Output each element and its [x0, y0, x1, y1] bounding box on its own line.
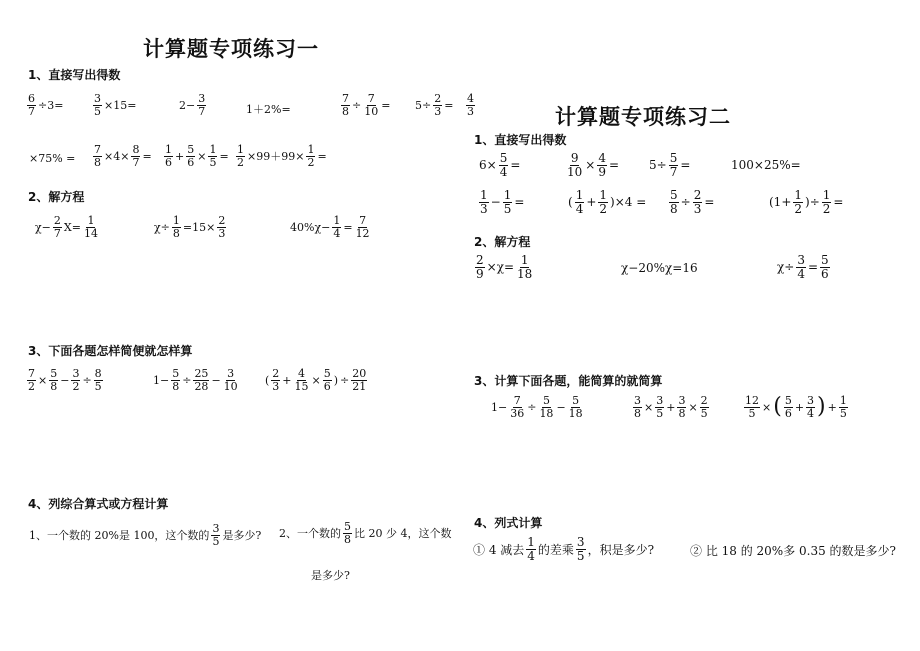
word-problem-1: ① 4 减去 $\frac{1}{4}$ 的差乘 $\frac{3}{5}$ ，积是多少? — [473, 535, 654, 563]
sheet2-section-4: 4、列式计算 — [474, 516, 543, 530]
sheet2-section-3: 3、计算下面各题，能简算的就简算 — [474, 374, 663, 388]
simplify-problem: $\frac{7}{2}$ × $\frac{5}{8}$ − $\frac{3}{2}$ ÷ $\frac{8}{5}$ — [28, 367, 102, 393]
simplify-problem: $\frac{3}{8}$ × $\frac{3}{5}$ + $\frac{3}{8}$ × $\frac{2}{5}$ — [634, 394, 708, 420]
simplify-problem: 1− $\frac{5}{8}$ ÷ $\frac{25}{28}$ − $\frac{3}{10}$ — [153, 367, 238, 393]
sheet1-title: 计算题专项练习一 — [143, 37, 319, 61]
problem: 5÷ $\frac{2}{3}$ = — [415, 92, 454, 118]
problem: ( $\frac{1}{4}$ + $\frac{1}{2}$ )×4 = — [568, 188, 647, 216]
sheet1-section-4: 4、列综合算式或方程计算 — [28, 497, 169, 511]
equation: χ− $\frac{2}{7}$ X= $\frac{1}{14}$ — [35, 214, 98, 240]
sheet2-title: 计算题专项练习二 — [555, 105, 731, 129]
problem: 100×25%= — [731, 158, 801, 172]
problem: $\frac{1}{3}$ − $\frac{1}{5}$ = — [480, 188, 525, 216]
simplify-problem: 1− $\frac{7}{36}$ ÷ $\frac{5}{18}$ − $\frac{5}{18}$ — [491, 394, 583, 420]
word-problem-2-continued: 是多少? — [311, 569, 350, 582]
simplify-problem: $\frac{12}{5}$ × ( $\frac{5}{6}$ + $\frac{3}{4}$ ) + $\frac{1}{5}$ — [745, 394, 847, 420]
equation: 40%χ− $\frac{1}{4}$ = $\frac{7}{12}$ — [290, 214, 370, 240]
equation: χ÷ $\frac{1}{8}$ =15× $\frac{2}{3}$ — [154, 214, 226, 240]
equation: χ−20%χ=16 — [621, 261, 698, 275]
problem: ×75% = — [29, 152, 76, 165]
sheet1-section-2: 2、解方程 — [28, 190, 85, 204]
problem: (1+ $\frac{1}{2}$ )÷ $\frac{1}{2}$ = — [769, 188, 844, 216]
open-paren: ( — [773, 394, 782, 420]
close-paren: ) — [817, 394, 826, 420]
problem: $\frac{1}{2}$ ×99＋99× $\frac{1}{2}$ = — [237, 143, 327, 169]
problem: $\frac{3}{5}$ ×15= — [94, 92, 137, 118]
problem: $\frac{7}{8}$ ×4× $\frac{8}{7}$ = — [94, 143, 152, 169]
sheet1-section-3: 3、下面各题怎样简便就怎样算 — [28, 344, 193, 358]
problem: $\frac{4}{3}$ — [467, 92, 474, 118]
problem: 6× $\frac{5}{4}$ = — [479, 151, 521, 179]
problem: $\frac{5}{8}$ ÷ $\frac{2}{3}$ = — [670, 188, 715, 216]
problem: $\frac{6}{7}$ ÷3= — [28, 92, 64, 118]
sheet2-section-1: 1、直接写出得数 — [474, 133, 567, 147]
problem: $\frac{1}{6}$ + $\frac{5}{6}$ × $\frac{1}{5}$ = — [165, 143, 229, 169]
problem: 1＋2%= — [246, 103, 291, 116]
sheet1-section-1: 1、直接写出得数 — [28, 68, 121, 82]
problem: $\frac{9}{10}$ × $\frac{4}{9}$ = — [567, 151, 620, 179]
word-problem-2: ② 比 18 的 20%多 0.35 的数是多少? — [690, 544, 896, 558]
sheet2-section-2: 2、解方程 — [474, 235, 531, 249]
simplify-problem: ( $\frac{2}{3}$ + $\frac{4}{15}$ × $\frac{5}{6}$ ) ÷ $\frac{20}{21}$ — [265, 367, 367, 393]
problem: 2− $\frac{3}{7}$ — [179, 92, 206, 118]
equation: $\frac{2}{9}$ ×χ= $\frac{1}{18}$ — [476, 253, 533, 281]
problem: 5÷ $\frac{5}{7}$ = — [649, 151, 691, 179]
equation: χ÷ $\frac{3}{4}$ = $\frac{5}{6}$ — [777, 253, 829, 281]
word-problem-2: 2、一个数的 $\frac{5}{8}$ 比 20 少 4，这个数 — [279, 520, 452, 546]
problem: $\frac{7}{8}$ ÷ $\frac{7}{10}$ = — [342, 92, 391, 118]
word-problem-1: 1、一个数的 20%是 100，这个数的 $\frac{3}{5}$ 是多少? — [29, 522, 262, 548]
